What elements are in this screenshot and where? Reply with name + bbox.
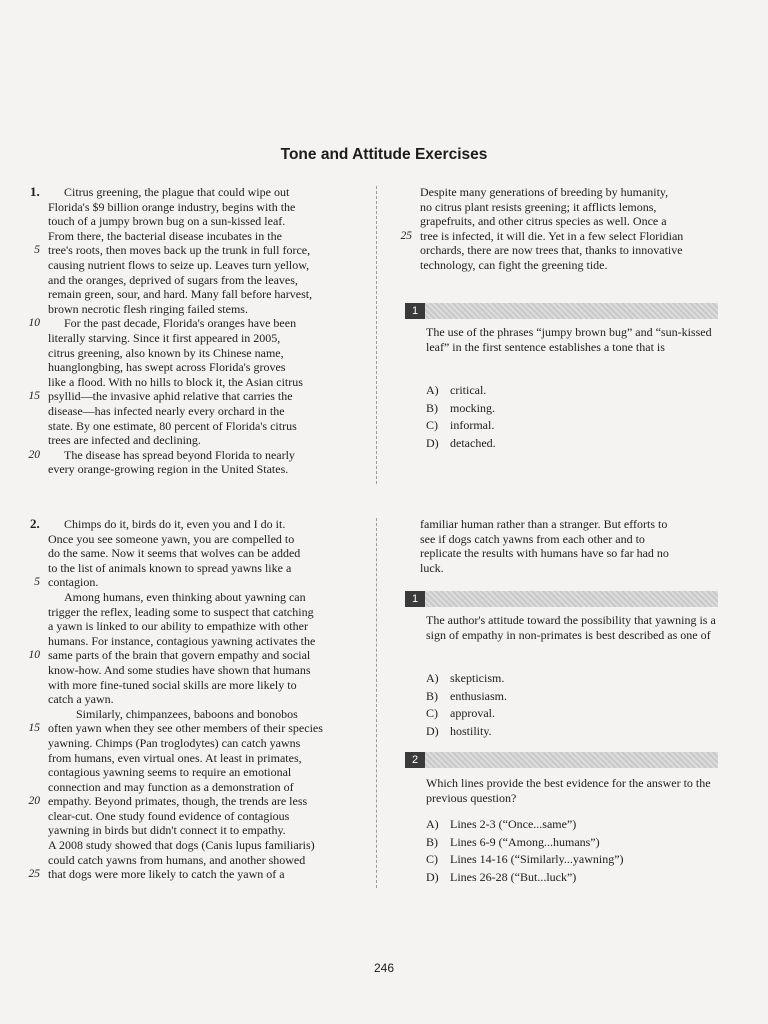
exercise-number-2: 2. — [30, 516, 40, 531]
passage-line — [48, 853, 358, 868]
answer-choice[interactable] — [426, 834, 624, 852]
choice-letter: B) — [426, 834, 438, 849]
question-stem-1: The use of the phrases “jumpy brown bug” and “sun-kissed leaf” in the first sentence establishes a tone that is — [426, 325, 712, 354]
line-text: same parts of the brain that govern empathy and social — [48, 648, 311, 663]
passage-line — [48, 258, 358, 273]
choice-text: approval. — [450, 706, 495, 720]
question-bar-2b — [405, 752, 718, 768]
line-text: orchards, there are now trees that, thanks to innovative — [420, 243, 683, 258]
answer-choices-2b — [426, 816, 624, 886]
line-number: 15 — [28, 390, 40, 403]
passage-line — [400, 228, 720, 244]
line-text: contagious yawning seems to require an emotional — [48, 765, 292, 780]
line-text: causing nutrient flows to seize up. Leaves turn yellow, — [48, 257, 310, 272]
passage-line — [48, 736, 358, 751]
passage-line — [48, 751, 358, 766]
passage-line — [420, 532, 720, 547]
line-text: psyllid—the invasive aphid relative that carries the — [48, 389, 293, 404]
choice-letter: B) — [426, 400, 438, 415]
line-text: that dogs were more likely to catch the yawn of a — [48, 867, 285, 882]
line-text: know-how. And some studies have shown that humans — [48, 662, 311, 677]
question-bar-2a — [405, 591, 718, 607]
choice-text: Lines 26-28 (“But...luck”) — [450, 869, 577, 884]
column-divider — [376, 518, 377, 888]
choice-letter: D) — [426, 435, 439, 450]
line-text: disease—has infected nearly every orchard in the — [48, 403, 285, 418]
passage-line — [420, 258, 720, 273]
passage-line — [420, 185, 720, 200]
passage-1-continuation — [400, 185, 720, 273]
passage-line — [48, 765, 358, 780]
line-text: from humans, even virtual ones. At least in primates, — [48, 750, 302, 765]
answer-choice[interactable] — [426, 400, 496, 418]
passage-line — [48, 561, 358, 576]
line-text: grapefruits, and other citrus species as well. Once a — [420, 214, 667, 229]
passage-line — [48, 404, 358, 419]
line-text: The disease has spread beyond Florida to nearly — [64, 447, 295, 462]
line-text: trigger the reflex, leading some to suspect that catching — [48, 604, 314, 619]
passage-line — [420, 517, 720, 532]
choice-text: mocking. — [450, 400, 495, 415]
passage-line — [28, 794, 358, 809]
line-text: see if dogs catch yawns from each other and to — [420, 531, 645, 546]
passage-line — [420, 546, 720, 561]
line-text: technology, can fight the greening tide. — [420, 257, 608, 272]
passage-line — [48, 287, 358, 302]
line-text: no citrus plant resists greening; it afflicts lemons, — [420, 199, 657, 214]
passage-line — [420, 561, 720, 576]
choice-letter: D) — [426, 869, 439, 884]
passage-line — [48, 375, 358, 390]
passage-line — [48, 419, 358, 434]
passage-line — [48, 532, 358, 547]
line-text: Among humans, even thinking about yawning can — [64, 589, 306, 604]
line-number: 10 — [28, 317, 40, 330]
line-text: and the oranges, deprived of sugars from the leaves, — [48, 272, 298, 287]
passage-line — [48, 780, 358, 795]
line-text: could catch yawns from humans, and another showed — [48, 852, 306, 867]
passage-line — [48, 678, 358, 693]
line-number: 20 — [28, 795, 40, 808]
question-stem-2b: Which lines provide the best evidence for the answer to the previous question? — [426, 776, 711, 805]
passage-line — [48, 809, 358, 824]
choice-letter: A) — [426, 671, 439, 685]
line-text: every orange-growing region in the United States. — [48, 462, 289, 477]
choice-text: detached. — [450, 435, 496, 450]
passage-line — [48, 707, 358, 722]
page-title: Tone and Attitude Exercises — [280, 146, 488, 163]
line-number: 25 — [28, 868, 40, 881]
passage-line — [48, 331, 358, 346]
line-text: huanglongbing, has swept across Florida's groves — [48, 360, 286, 375]
line-text: For the past decade, Florida's oranges have been — [64, 316, 297, 331]
passage-line — [48, 302, 358, 317]
passage-2-continuation — [420, 517, 720, 575]
choice-text: Lines 14-16 (“Similarly...yawning”) — [450, 852, 624, 866]
line-text: connection and may function as a demonstration of — [48, 779, 294, 794]
passage-line — [48, 360, 358, 375]
passage-line — [28, 721, 358, 736]
answer-choice[interactable] — [426, 705, 507, 723]
line-text: luck. — [420, 560, 444, 575]
line-text: contagion. — [48, 575, 99, 590]
choice-letter: D) — [426, 723, 439, 738]
line-text: catch a yawn. — [48, 692, 114, 707]
passage-line — [420, 200, 720, 215]
line-text: Despite many generations of breeding by humanity, — [420, 185, 669, 199]
passage-line — [28, 389, 358, 404]
line-text: citrus greening, also known by its Chinese name, — [48, 345, 284, 360]
passage-line — [48, 619, 358, 634]
passage-line — [48, 634, 358, 649]
choice-text: hostility. — [450, 723, 492, 738]
question-number-badge: 2 — [405, 752, 425, 768]
passage-line — [48, 546, 358, 561]
question-number-badge: 1 — [405, 303, 425, 319]
line-text: Similarly, chimpanzees, baboons and bonobos — [76, 706, 298, 721]
line-text: Chimps do it, birds do it, even you and I do it. — [64, 517, 286, 531]
column-divider — [376, 186, 377, 484]
line-text: a yawn is linked to our ability to empathize with other — [48, 619, 308, 634]
line-text: From there, the bacterial disease incubates in the — [48, 228, 282, 243]
answer-choice[interactable] — [426, 851, 624, 869]
passage-line — [48, 823, 358, 838]
answer-choice[interactable] — [426, 670, 507, 688]
answer-choices-1 — [426, 382, 496, 452]
choice-text: informal. — [450, 418, 495, 432]
line-text: often yawn when they see other members of their species — [48, 721, 323, 736]
line-number: 10 — [28, 649, 40, 662]
passage-line — [34, 243, 358, 258]
line-text: state. By one estimate, 80 percent of Florida's citrus — [48, 418, 297, 433]
passage-line — [420, 214, 720, 229]
line-text: humans. For instance, contagious yawning activates the — [48, 633, 316, 648]
answer-choice[interactable] — [426, 417, 496, 435]
passage-line — [48, 185, 358, 200]
line-number: 20 — [28, 448, 40, 461]
answer-choice[interactable] — [426, 816, 624, 834]
question-number-badge: 1 — [405, 591, 425, 607]
passage-line — [28, 447, 358, 463]
line-text: A 2008 study showed that dogs (Canis lupus familiaris) — [48, 838, 315, 853]
passage-line — [48, 229, 358, 244]
line-text: empathy. Beyond primates, though, the trends are less — [48, 794, 308, 809]
question-bar-1 — [405, 303, 718, 319]
answer-choice[interactable] — [426, 869, 624, 887]
choice-letter: B) — [426, 688, 438, 703]
choice-text: Lines 6-9 (“Among...humans”) — [450, 834, 600, 849]
line-text: Florida's $9 billion orange industry, begins with the — [48, 199, 296, 214]
line-number: 5 — [34, 576, 40, 589]
line-text: to the list of animals known to spread yawns like a — [48, 560, 292, 575]
passage-line — [48, 692, 358, 707]
line-text: Citrus greening, the plague that could wipe out — [64, 185, 290, 199]
choice-letter: A) — [426, 817, 439, 831]
choice-letter: A) — [426, 383, 439, 397]
answer-choice[interactable] — [426, 382, 496, 400]
choice-text: enthusiasm. — [450, 688, 507, 703]
choice-text: skepticism. — [450, 671, 505, 685]
line-text: brown necrotic flesh ringing failed stems. — [48, 301, 248, 316]
passage-line — [48, 346, 358, 361]
passage-line — [420, 243, 720, 258]
line-text: do the same. Now it seems that wolves can be added — [48, 546, 301, 561]
passage-line — [28, 867, 358, 882]
line-number: 25 — [400, 229, 412, 242]
line-text: with more fine-tuned social skills are more likely to — [48, 677, 297, 692]
passage-line — [48, 433, 358, 448]
line-text: familiar human rather than a stranger. But efforts to — [420, 517, 668, 531]
passage-line — [48, 517, 358, 532]
passage-line — [28, 648, 358, 663]
answer-choice[interactable] — [426, 435, 496, 453]
passage-line — [48, 273, 358, 288]
passage-line — [48, 462, 358, 477]
choice-letter: C) — [426, 852, 438, 866]
passage-line — [48, 590, 358, 605]
line-text: clear-cut. One study found evidence of contagious — [48, 808, 290, 823]
passage-line — [48, 214, 358, 229]
line-text: Once you see someone yawn, you are compelled to — [48, 531, 295, 546]
line-text: trees are infected and declining. — [48, 433, 201, 448]
line-text: touch of a jumpy brown bug on a sun-kissed leaf. — [48, 214, 286, 229]
choice-text: critical. — [450, 383, 487, 397]
question-stem-2a: The author's attitude toward the possibility that yawning is a sign of empathy in non-primates is best described as one of — [426, 613, 716, 642]
choice-letter: C) — [426, 418, 438, 432]
passage-line — [48, 838, 358, 853]
line-text: tree's roots, then moves back up the trunk in full force, — [48, 243, 311, 258]
passage-line — [48, 200, 358, 215]
line-text: yawning in birds but didn't connect it to empathy. — [48, 823, 286, 838]
passage-line — [34, 575, 358, 590]
passage-2 — [28, 517, 358, 882]
answer-choice[interactable] — [426, 688, 507, 706]
line-text: remain green, sour, and hard. Many fall before harvest, — [48, 287, 313, 302]
passage-1 — [28, 185, 358, 477]
answer-choice[interactable] — [426, 723, 507, 741]
exercise-number-1: 1. — [30, 184, 40, 199]
passage-line — [48, 605, 358, 620]
line-number: 5 — [34, 244, 40, 257]
choice-text: Lines 2-3 (“Once...same”) — [450, 817, 577, 831]
answer-choices-2a — [426, 670, 507, 740]
line-text: literally starving. Since it first appeared in 2005, — [48, 330, 281, 345]
choice-letter: C) — [426, 706, 438, 720]
line-text: yawning. Chimps (Pan troglodytes) can catch yawns — [48, 735, 301, 750]
line-text: replicate the results with humans have so far had no — [420, 546, 669, 561]
passage-line — [28, 316, 358, 331]
page-number: 246 — [373, 961, 395, 975]
passage-line — [48, 663, 358, 678]
line-text: like a flood. With no hills to block it, the Asian citrus — [48, 374, 303, 389]
line-text: tree is infected, it will die. Yet in a few select Floridian — [420, 228, 684, 243]
line-number: 15 — [28, 722, 40, 735]
